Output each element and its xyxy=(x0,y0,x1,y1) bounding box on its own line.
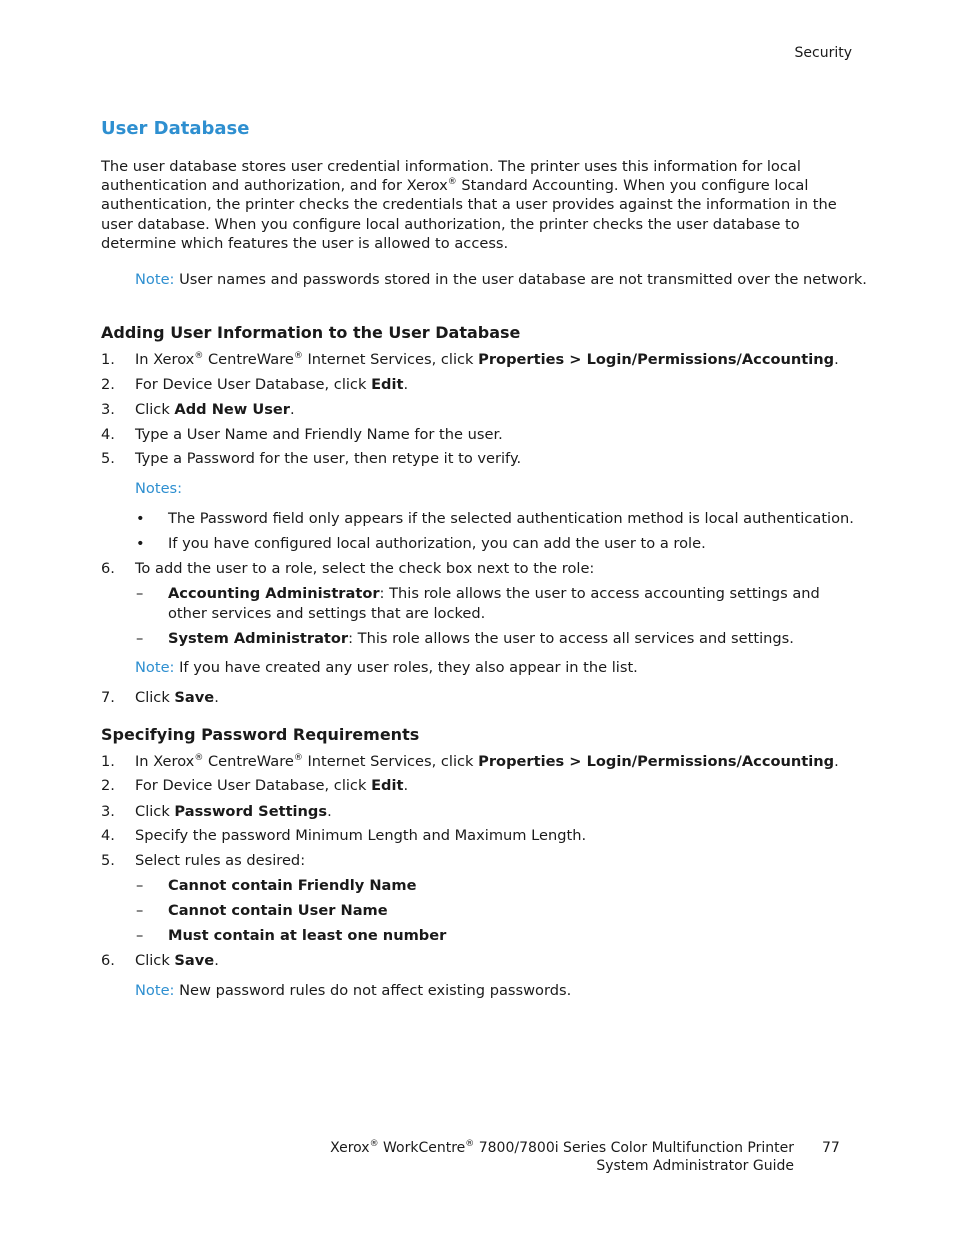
notes-label: Notes: xyxy=(135,480,183,497)
subsection-title-adding-user: Adding User Information to the User Database xyxy=(101,323,521,342)
step-text: In Xerox® CentreWare® Internet Services, click Properties > Login/Permissions/Accounting. xyxy=(135,753,839,770)
subsection-title-password-requirements: Specifying Password Requirements xyxy=(101,725,420,744)
note-password-rules xyxy=(135,981,571,1000)
rule-text: Cannot contain User Name xyxy=(168,902,388,919)
bullet-icon: • xyxy=(136,535,145,552)
edit-label: Edit xyxy=(371,376,404,393)
step-text: Click Password Settings. xyxy=(135,803,332,820)
dash-icon: – xyxy=(136,877,144,894)
step-number: 5. xyxy=(101,450,115,467)
step-text: Click Save. xyxy=(135,689,219,706)
step-number: 4. xyxy=(101,426,115,443)
note-label: Note: xyxy=(135,659,175,676)
page-number: 77 xyxy=(822,1140,840,1156)
step-number: 5. xyxy=(101,852,115,869)
role-description: : This role allows the user to access accounting settings and other services and settings that are locked. xyxy=(168,585,820,622)
running-header-section: Security xyxy=(794,45,852,61)
add-new-user-label: Add New User xyxy=(174,401,290,418)
note-text: New password rules do not affect existing passwords. xyxy=(174,982,572,999)
step-text: Click Save. xyxy=(135,952,219,969)
role-text-accounting-admin xyxy=(168,584,848,623)
password-settings-label: Password Settings xyxy=(174,803,328,820)
menu-path: Properties > Login/Permissions/Accounting xyxy=(478,753,835,770)
note-user-database xyxy=(135,270,867,289)
footer-line-2: System Administrator Guide xyxy=(596,1157,794,1174)
bullet-text: If you have configured local authorization, you can add the user to a role. xyxy=(168,535,706,552)
role-text-system-admin xyxy=(168,629,794,648)
save-label: Save xyxy=(174,952,215,969)
edit-label: Edit xyxy=(371,777,404,794)
step-number: 3. xyxy=(101,401,115,418)
note-label: Note: xyxy=(135,982,175,999)
dash-icon: – xyxy=(136,630,144,647)
step-text: Specify the password Minimum Length and Maximum Length. xyxy=(135,827,587,844)
step-number: 2. xyxy=(101,376,115,393)
step-text: In Xerox® CentreWare® Internet Services, click Properties > Login/Permissions/Accounting. xyxy=(135,351,839,368)
note-text: If you have created any user roles, they also appear in the list. xyxy=(174,659,638,676)
intro-paragraph xyxy=(101,157,861,253)
intro-text-b: Standard Accounting. When you configure local authentication, the printer checks the credentials that a user provides against the information in the user database. When you configure local authorization, the printer checks the user database to determine which features the user is allowed to access. xyxy=(101,177,837,252)
note-text: User names and passwords stored in the user database are not transmitted over the network. xyxy=(174,271,867,288)
note-user-roles xyxy=(135,658,638,677)
rule-text: Cannot contain Friendly Name xyxy=(168,877,417,894)
step-number: 1. xyxy=(101,351,115,368)
bullet-icon: • xyxy=(136,510,145,527)
step-text: Click Add New User. xyxy=(135,401,295,418)
role-name: Accounting Administrator xyxy=(168,585,380,602)
step-text: Type a User Name and Friendly Name for the user. xyxy=(135,426,503,443)
step-number: 2. xyxy=(101,777,115,794)
role-description: : This role allows the user to access all services and settings. xyxy=(348,630,794,647)
dash-icon: – xyxy=(136,585,144,602)
step-number: 6. xyxy=(101,952,115,969)
step-text: For Device User Database, click Edit. xyxy=(135,376,409,393)
bullet-text: The Password field only appears if the selected authentication method is local authentication. xyxy=(168,510,854,527)
section-title-user-database: User Database xyxy=(101,118,250,139)
registered-mark: ® xyxy=(447,177,457,188)
step-text: For Device User Database, click Edit. xyxy=(135,777,409,794)
step-text: To add the user to a role, select the check box next to the role: xyxy=(135,560,595,577)
note-label: Note: xyxy=(135,271,175,288)
dash-icon: – xyxy=(136,902,144,919)
notes-label-block xyxy=(135,479,182,498)
step-number: 1. xyxy=(101,753,115,770)
step-text: Type a Password for the user, then retype it to verify. xyxy=(135,450,522,467)
dash-icon: – xyxy=(136,927,144,944)
step-number: 3. xyxy=(101,803,115,820)
step-number: 6. xyxy=(101,560,115,577)
intro-text-a: The user database stores user credential information. The printer uses this information for local authentication and authorization, and for Xerox xyxy=(101,158,801,195)
step-text: Select rules as desired: xyxy=(135,852,306,869)
footer-line-1: Xerox® WorkCentre® 7800/7800i Series Color Multifunction Printer xyxy=(330,1139,794,1156)
footer-product-info xyxy=(330,1140,794,1175)
step-number: 7. xyxy=(101,689,115,706)
rule-text: Must contain at least one number xyxy=(168,927,447,944)
step-number: 4. xyxy=(101,827,115,844)
role-name: System Administrator xyxy=(168,630,349,647)
save-label: Save xyxy=(174,689,215,706)
menu-path: Properties > Login/Permissions/Accounting xyxy=(478,351,835,368)
